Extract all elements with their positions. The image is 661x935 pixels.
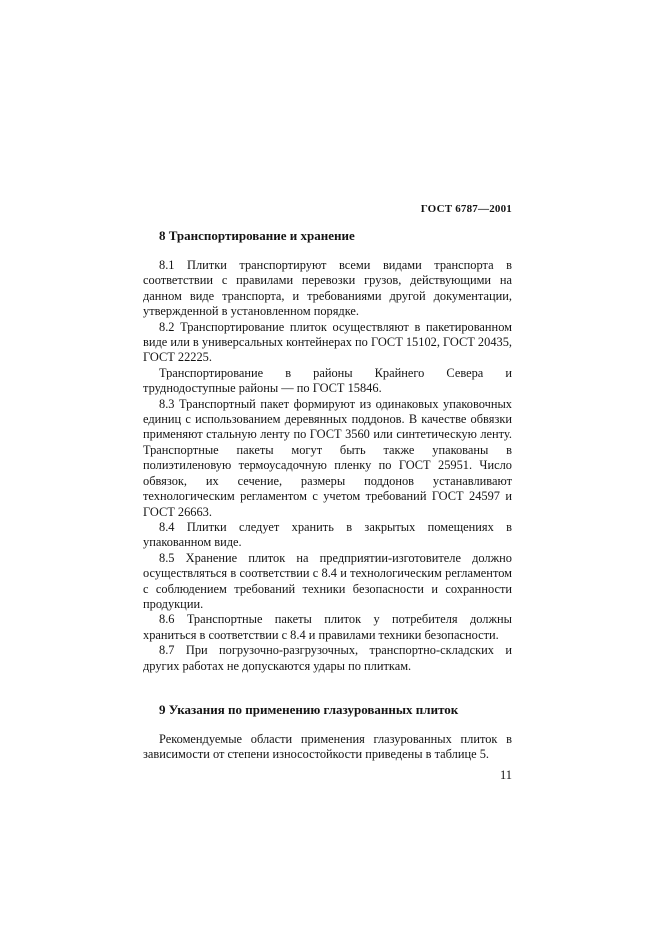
page-content bbox=[143, 228, 512, 763]
paragraph-8-1: 8.1 Плитки транспортируют всеми видами транспорта в соответствии с правилами перевозки грузов, действующими на данном виде транспорта, и требованиями другой документации, утвержденной в установленном порядке. bbox=[143, 258, 512, 319]
page-number: 11 bbox=[499, 768, 512, 782]
paragraph-9-intro: Рекомендуемые области применения глазурованных плиток в зависимости от степени износостойкости приведены в таблице 5. bbox=[143, 731, 512, 762]
paragraph-8-2-north: Транспортирование в районы Крайнего Севера и труднодоступные районы — по ГОСТ 15846. bbox=[143, 365, 512, 396]
paragraph-8-2: 8.2 Транспортирование плиток осуществляют в пакетированном виде или в универсальных контейнерах по ГОСТ 15102, ГОСТ 20435, ГОСТ 22225. bbox=[143, 319, 512, 365]
document-code-header: ГОСТ 6787—2001 bbox=[420, 203, 512, 215]
section-9-title: 9 Указания по применению глазурованных плиток bbox=[159, 701, 459, 717]
paragraph-8-6: 8.6 Транспортные пакеты плиток у потребителя должны храниться в соответствии с 8.4 и правилами техники безопасности. bbox=[143, 612, 512, 642]
paragraph-8-3: 8.3 Транспортный пакет формируют из одинаковых упаковочных единиц с использованием деревянных поддонов. В качестве обвязки применяют стальную ленту по ГОСТ 3560 или синтетическую ленту. Транспортные пакеты могут быть также упакованы в полиэтиленовую термоусадочную пленку по ГОСТ 25951. Число обвязок, их сечение, размеры поддонов устанавливают технологическим регламентом с учетом требований ГОСТ 24597 и ГОСТ 26663. bbox=[143, 396, 512, 519]
paragraph-8-5: 8.5 Хранение плиток на предприятии-изготовителе должно осуществляться в соответствии с 8.4 и технологическим регламентом с соблюдением требований техники безопасности и сохранности продукции. bbox=[143, 550, 512, 611]
section-8-title: 8 Транспортирование и хранение bbox=[159, 228, 355, 243]
paragraph-8-7: 8.7 При погрузочно-разгрузочных, транспортно-складских и других работах не допускаются удары по плиткам. bbox=[143, 643, 512, 673]
paragraph-8-4: 8.4 Плитки следует хранить в закрытых помещениях в упакованном виде. bbox=[143, 519, 512, 550]
